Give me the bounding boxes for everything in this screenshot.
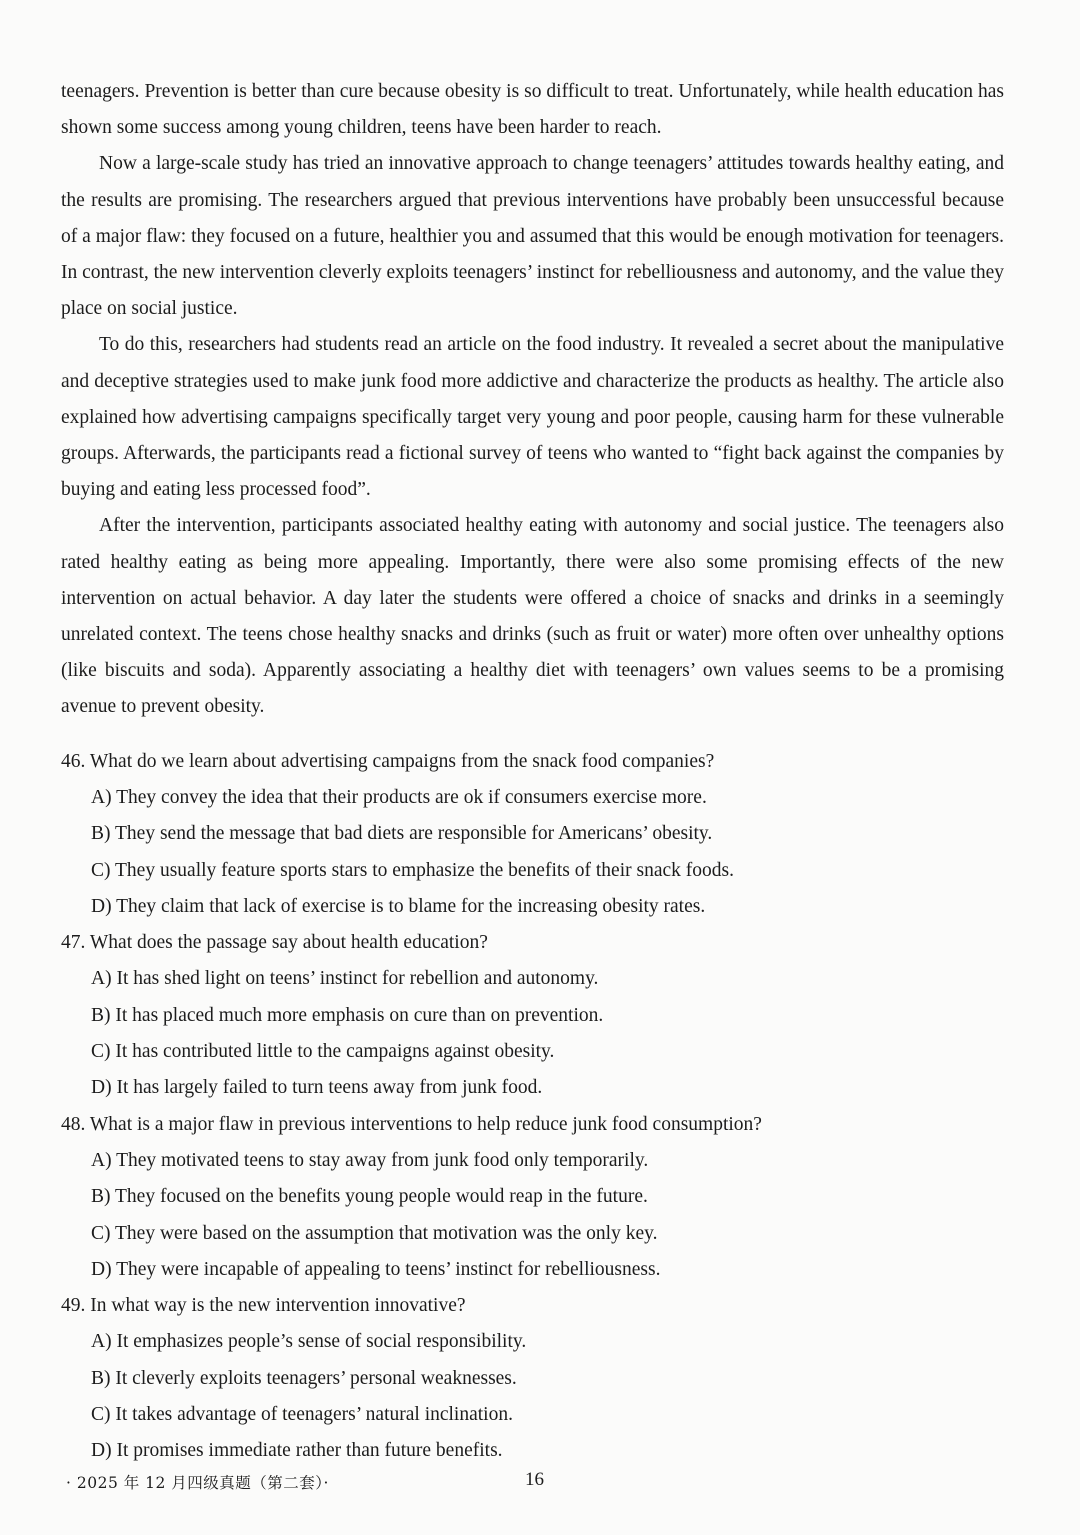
option-b: B) It has placed much more emphasis on cure than on prevention. [91,1004,604,1026]
option-d: D) They claim that lack of exercise is to blame for the increasing obesity rates. [91,895,706,917]
option-a: A) They convey the idea that their products are ok if consumers exercise more. [91,786,707,808]
exam-page [61,74,1004,1470]
page-footer [66,1467,626,1497]
option-b: B) They focused on the benefits young people would reap in the future. [91,1186,648,1208]
option-d: D) It has largely failed to turn teens away from junk food. [91,1077,543,1099]
question-47 [61,925,1004,1106]
question-stem: 46. What do we learn about advertising campaigns from the snack food companies? [61,750,715,772]
option-b: B) They send the message that bad diets are responsible for Americans’ obesity. [91,823,713,845]
page-number: 16 [525,1469,544,1490]
option-c: C) It takes advantage of teenagers’ natural inclination. [91,1404,513,1425]
option-b: B) It cleverly exploits teenagers’ personal weaknesses. [91,1367,517,1389]
reading-passage [61,74,1004,726]
question-stem: 49. In what way is the new intervention innovative? [61,1295,466,1317]
option-a: A) It has shed light on teens’ instinct for rebellion and autonomy. [91,968,599,990]
question-list [61,744,1004,1470]
option-c: C) They usually feature sports stars to emphasize the benefits of their snack foods. [91,859,734,881]
option-d: D) They were incapable of appealing to teens’ instinct for rebelliousness. [91,1258,661,1280]
question-stem: 48. What is a major flaw in previous interventions to help reduce junk food consumption? [61,1113,762,1135]
question-46 [61,744,1004,925]
option-a: A) They motivated teens to stay away from junk food only temporarily. [91,1149,649,1171]
option-c: C) They were based on the assumption that motivation was the only key. [91,1222,658,1244]
passage-paragraph-4: After the intervention, participants associated healthy eating with autonomy and social justice. The teenagers also rated healthy eating as being more appealing. Importantly, there were also some promising effects of the new intervention on actual behavior. A day later the students were offered a choice of snacks and drinks in a seemingly unrelated context. The teens chose healthy snacks and drinks (such as fruit or water) more often over unhealthy options (like biscuits and soda). Apparently associating a healthy diet with teenagers’ own values seems to be a promising avenue to prevent obesity. [61,515,1004,718]
passage-paragraph-2: Now a large-scale study has tried an innovative approach to change teenagers’ attitudes towards healthy eating, and the results are promising. The researchers argued that previous interventions have probably been unsuccessful because of a major flaw: they focused on a future, healthier you and assumed that this would be enough motivation for teenagers. In contrast, the new intervention cleverly exploits teenagers’ instinct for rebelliousness and autonomy, and the value they place on social justice. [61,153,1004,320]
option-d: D) It promises immediate rather than future benefits. [91,1440,503,1462]
question-49 [61,1288,1004,1469]
passage-paragraph-3: To do this, researchers had students read an article on the food industry. It revealed a secret about the manipulative and deceptive strategies used to make junk food more addictive and characterize the products as healthy. The article also explained how advertising campaigns specifically target very young and poor people, causing harm for these vulnerable groups. Afterwards, the participants read a fictional survey of teens who wanted to “fight back against the companies by buying and eating less processed food”. [61,334,1004,501]
option-c: C) It has contributed little to the campaigns against obesity. [91,1041,555,1063]
question-stem: 47. What does the passage say about health education? [61,932,488,954]
option-a: A) It emphasizes people’s sense of social responsibility. [91,1331,527,1353]
footer-exam-title: · 2025 年 12 月四级真题（第二套）· [66,1474,329,1492]
passage-paragraph-1: teenagers. Prevention is better than cure because obesity is so difficult to treat. Unfortunately, while health education has shown some success among young children, teens have been harder to reach. [61,81,1004,139]
question-48 [61,1107,1004,1288]
